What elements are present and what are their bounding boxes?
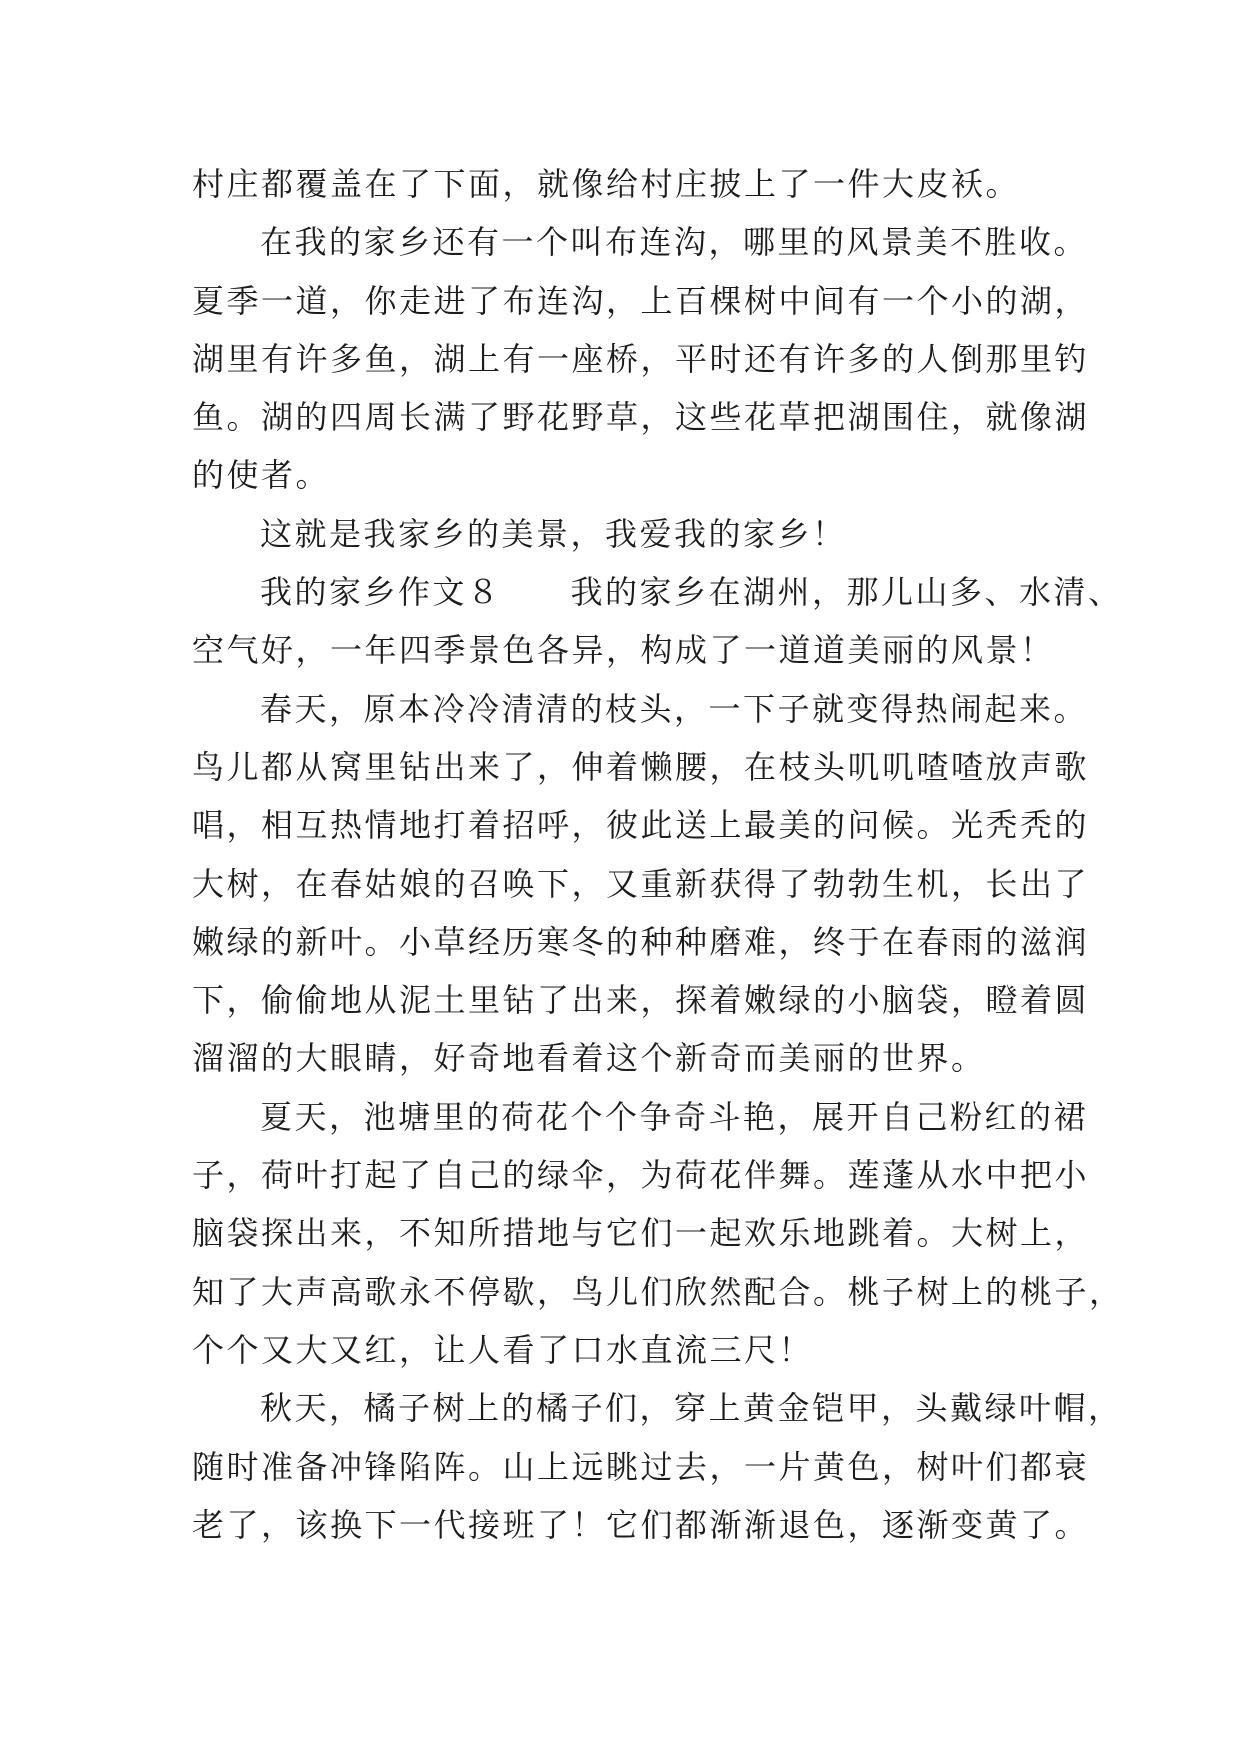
text-line: 脑袋探出来，不知所措地与它们一起欢乐地跳着。大树上， xyxy=(192,1214,1090,1253)
text-line: 随时准备冲锋陷阵。山上远眺过去，一片黄色，树叶们都衰 xyxy=(192,1447,1090,1486)
text-line: 鸟儿都从窝里钻出来了，伸着懒腰，在枝头叽叽喳喳放声歌 xyxy=(192,747,1090,786)
text-line: 子，荷叶打起了自己的绿伞，为荷花伴舞。莲蓬从水中把小 xyxy=(192,1156,1090,1195)
text-line: 我的家乡作文８ 我的家乡在湖州，那儿山多、水清、 xyxy=(260,573,1123,612)
text-line: 唱，相互热情地打着招呼，彼此送上最美的问候。光秃秃的 xyxy=(192,806,1090,845)
text-line: 这就是我家乡的美景，我爱我的家乡！ xyxy=(260,514,847,553)
text-line: 嫩绿的新叶。小草经历寒冬的种种磨难，终于在春雨的滋润 xyxy=(192,922,1090,961)
text-line: 鱼。湖的四周长满了野花野草，这些花草把湖围住，就像湖 xyxy=(192,398,1090,437)
text-line: 空气好，一年四季景色各异，构成了一道道美丽的风景！ xyxy=(192,631,1055,670)
text-line: 夏天，池塘里的荷花个个争奇斗艳，展开自己粉红的裙 xyxy=(260,1097,1089,1136)
text-line: 个个又大又红，让人看了口水直流三尺！ xyxy=(192,1330,814,1369)
text-line: 在我的家乡还有一个叫布连沟，哪里的风景美不胜收。 xyxy=(260,223,1089,262)
text-line: 秋天，橘子树上的橘子们，穿上黄金铠甲，头戴绿叶帽， xyxy=(260,1389,1123,1428)
text-line: 湖里有许多鱼，湖上有一座桥，平时还有许多的人倒那里钓 xyxy=(192,339,1090,378)
text-line: 下，偷偷地从泥土里钻了出来，探着嫩绿的小脑袋，瞪着圆 xyxy=(192,981,1090,1020)
essay-body xyxy=(192,155,1124,1554)
text-line: 溜溜的大眼睛，好奇地看着这个新奇而美丽的世界。 xyxy=(192,1039,986,1078)
text-line: 大树，在春姑娘的召唤下，又重新获得了勃勃生机，长出了 xyxy=(192,864,1090,903)
text-line: 的使者。 xyxy=(192,456,331,495)
text-line: 夏季一道，你走进了布连沟，上百棵树中间有一个小的湖， xyxy=(192,281,1090,320)
text-line: 老了，该换下一代接班了！它们都渐渐退色，逐渐变黄了。 xyxy=(192,1505,1090,1544)
text-line: 村庄都覆盖在了下面，就像给村庄披上了一件大皮袄。 xyxy=(192,165,1021,203)
text-line: 知了大声高歌永不停歇，鸟儿们欣然配合。桃子树上的桃子， xyxy=(192,1272,1124,1311)
text-line: 春天，原本冷冷清清的枝头，一下子就变得热闹起来。 xyxy=(260,689,1089,728)
